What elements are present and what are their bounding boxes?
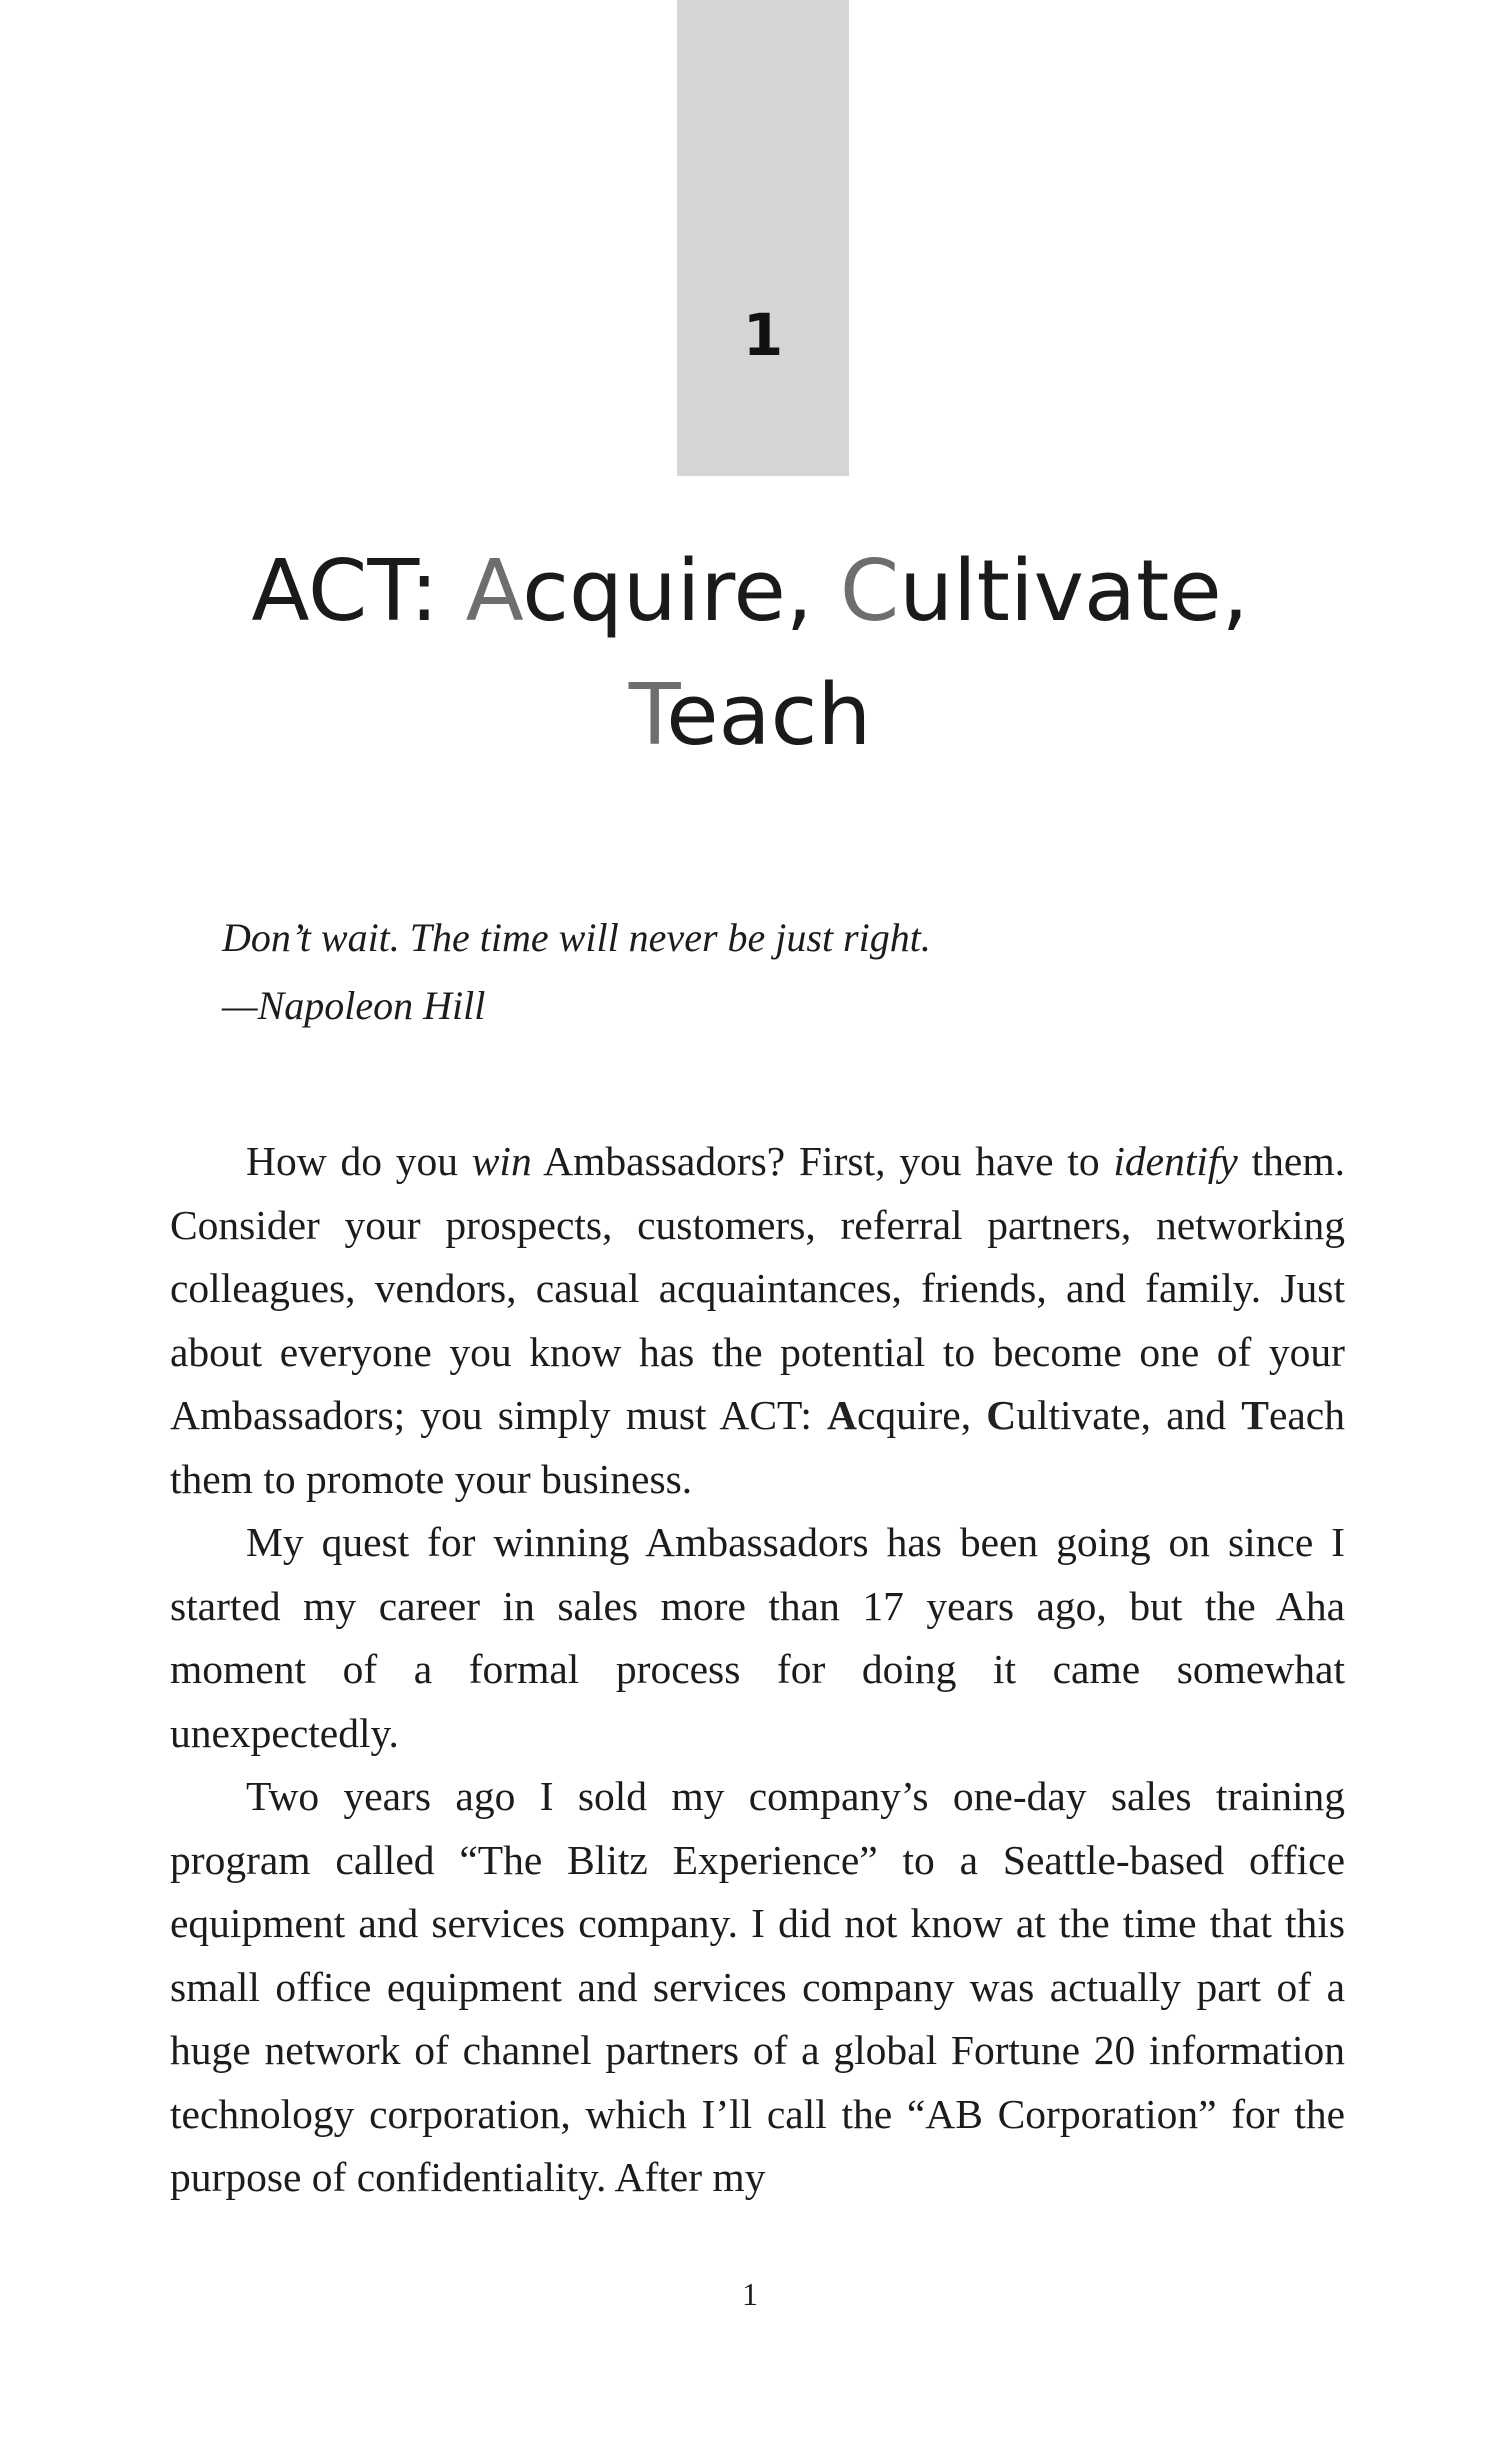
paragraph-1 [170,1130,1345,1511]
chapter-title [150,530,1350,778]
title-word-teach-rest: each [666,666,872,765]
chapter-title-line-1 [150,530,1350,654]
title-initial-t: T [628,666,667,765]
p1-text-3: them. Consider your prospects, customers, referral partners, networking colleagues, vendors, casual acquaintances, friends, and family. Just about everyone you know has the potential to become one of your Ambassadors; you simply must ACT: [170,1138,1345,1438]
chapter-number: 1 [742,301,784,369]
p1-initial-c: C [986,1392,1017,1438]
epigraph-quote: Don’t wait. The time will never be just right. [222,915,931,960]
p1-initial-t: T [1241,1392,1269,1438]
body-text [170,1130,1345,2210]
title-prefix: ACT: [251,542,466,641]
p1-text-1: How do you [246,1138,472,1184]
page-number: 1 [742,2276,758,2312]
p1-text-2: Ambassadors? First, you have to [531,1138,1114,1184]
p1-emphasis-win: win [471,1138,532,1184]
title-word-cultivate-rest: ultivate, [899,542,1249,641]
p1-cultivate-rest: ultivate, and [1016,1392,1242,1438]
p1-teach-rest: each them to promote your business. [170,1392,1345,1502]
epigraph-attribution: —Napoleon Hill [222,983,486,1028]
chapter-title-line-2 [150,654,1350,778]
title-word-acquire-rest: cquire, [522,542,840,641]
chapter-tab [677,0,849,476]
title-initial-a: A [465,542,523,641]
p1-acquire-rest: cquire, [857,1392,987,1438]
p1-initial-a: A [827,1392,858,1438]
title-initial-c: C [839,542,900,641]
epigraph [222,904,931,1040]
paragraph-2: My quest for winning Ambassadors has been going on since I started my career in sales more than 17 years ago, but the Aha moment of a formal process for doing it came somewhat unexpectedly. [170,1519,1345,1756]
paragraph-3: Two years ago I sold my company’s one-day sales training program called “The Blitz Experience” to a Seattle-based office equipment and services company. I did not know at the time that this small office equipment and services company was actually part of a huge network of channel partners of a global Fortune 20 information technology corporation, which I’ll call the “AB Corporation” for the purpose of confidentiality. After my [170,1773,1345,2200]
p1-emphasis-identify: identify [1113,1138,1238,1184]
